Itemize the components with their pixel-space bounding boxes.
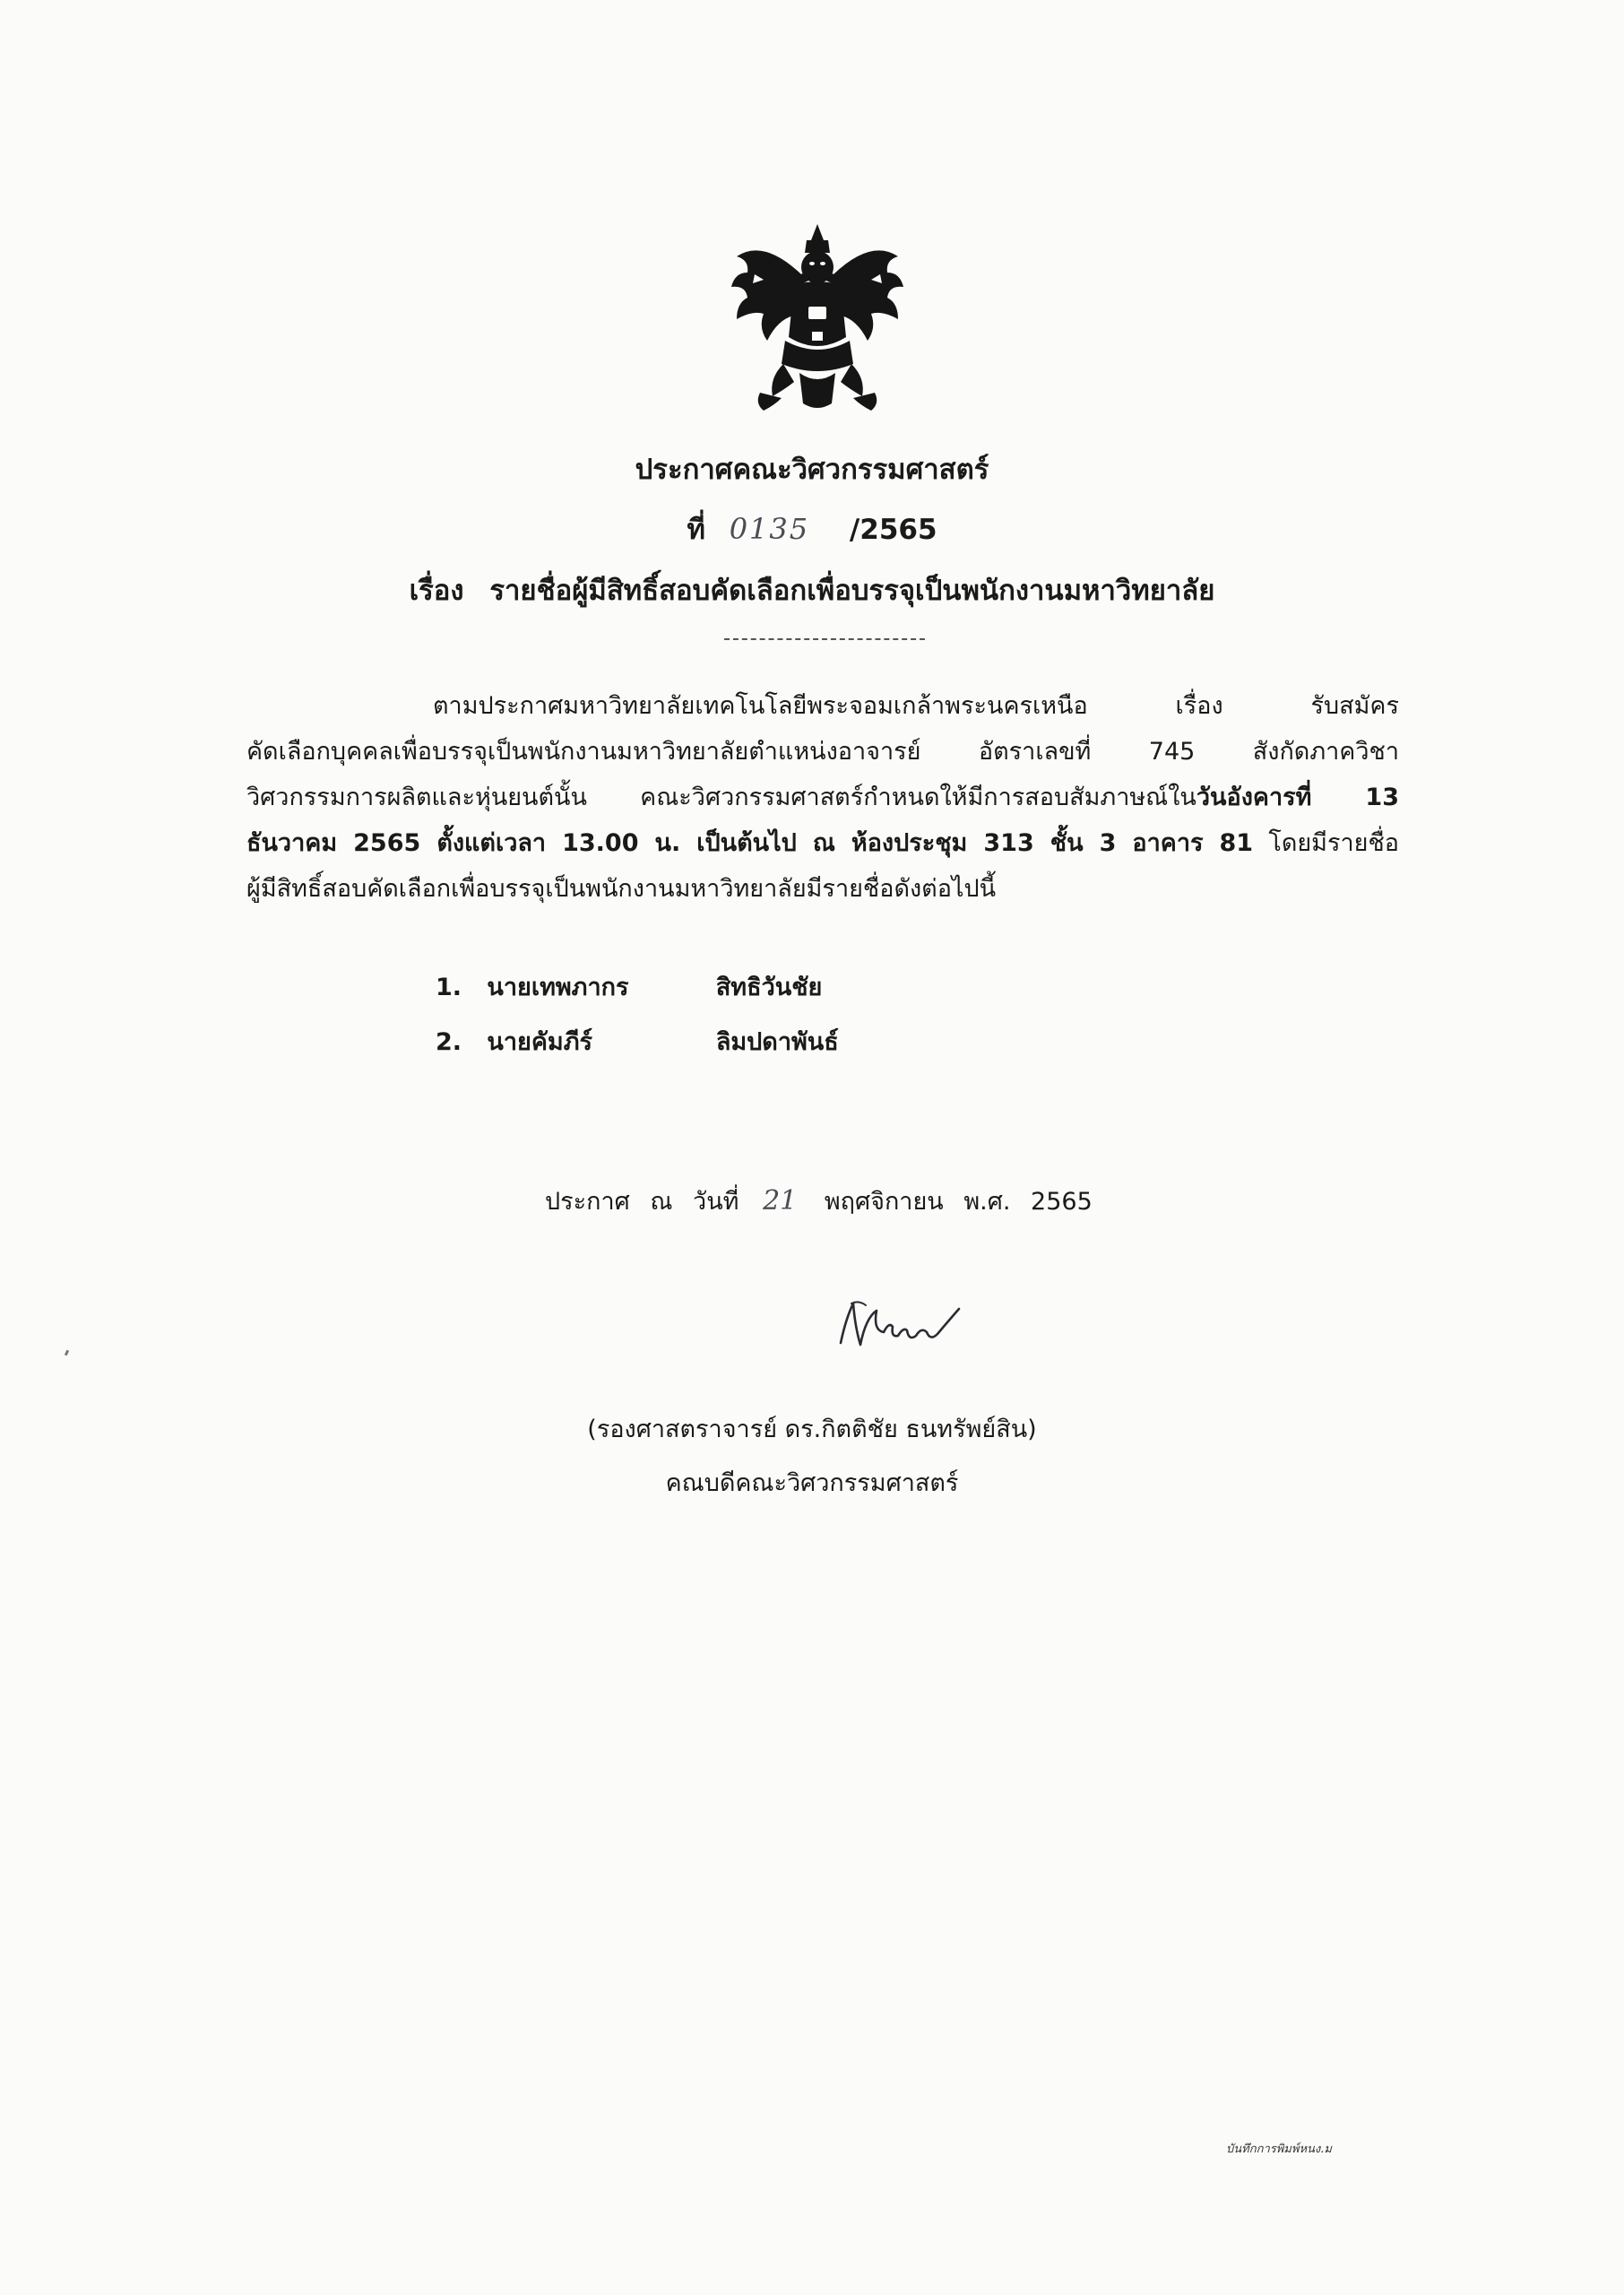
announcement-subject (0, 567, 1624, 612)
announce-prefix: ประกาศ (545, 1188, 630, 1216)
candidate-list (436, 960, 839, 1070)
body-line-4 (246, 820, 1399, 866)
subject-text: รายชื่อผู้มีสิทธิ์สอบคัดเลือกเพื่อบรรจุเป็นพนักงานมหาวิทยาลัย (489, 575, 1215, 607)
announcement-number (0, 507, 1624, 551)
body-paragraph (246, 683, 1399, 912)
scan-speck (65, 1350, 69, 1356)
announce-month: พฤศจิกายน (824, 1188, 944, 1216)
announcement-date (545, 1182, 1093, 1220)
garuda-emblem-icon (728, 221, 907, 421)
body-line-4-bold: ธันวาคม 2565 ตั้งแต่เวลา 13.00 น. เป็นต้นไป ณ ห้องประชุม 313 ชั้น 3 อาคาร 81 (246, 829, 1254, 857)
body-line-1: ตามประกาศมหาวิทยาลัยเทคโนโลยีพระจอมเกล้าพระนครเหนือ เรื่อง รับสมัคร (433, 692, 1399, 720)
candidate-last-name: สิทธิวันชัย (715, 974, 823, 1001)
divider (724, 638, 925, 640)
body-line-5: ผู้มีสิทธิ์สอบคัดเลือกเพื่อบรรจุเป็นพนักงานมหาวิทยาลัยมีรายชื่อดังต่อไปนี้ (246, 875, 997, 903)
subject-label: เรื่อง (409, 575, 464, 607)
signature-image (834, 1291, 977, 1363)
signer-name: (รองศาสตราจารย์ ดร.กิตติชัย ธนทรัพย์สิน) (587, 1416, 1037, 1443)
candidate-number: 2. (436, 1028, 462, 1056)
body-line-2: คัดเลือกบุคคลเพื่อบรรจุเป็นพนักงานมหาวิทยาลัยตำแหน่งอาจารย์ อัตราเลขที่ 745 สังกัดภาควิชา (246, 738, 1399, 766)
signer-title: คณบดีคณะวิศวกรรมศาสตร์ (665, 1469, 959, 1497)
announce-day-label: วันที่ (693, 1188, 739, 1216)
candidate-first-name: นายคัมภีร์ (487, 1028, 593, 1056)
number-year: /2565 (849, 514, 937, 546)
candidate-number: 1. (436, 974, 462, 1001)
list-item (436, 1015, 839, 1070)
candidate-last-name: ลิมปดาพันธ์ (715, 1028, 839, 1056)
body-line-3 (246, 775, 1399, 820)
announce-era: พ.ศ. (963, 1188, 1011, 1216)
handwritten-day: 21 (763, 1185, 798, 1217)
announcement-title: ประกาศคณะวิศวกรรมศาสตร์ (635, 454, 989, 486)
announce-year: 2565 (1031, 1188, 1093, 1216)
announce-na: ณ (650, 1188, 673, 1216)
body-line-3-normal: วิศวกรรมการผลิตและหุ่นยนต์นั้น คณะวิศวกรรมศาสตร์กำหนดให้มีการสอบสัมภาษณ์ใน (246, 784, 1196, 811)
body-line-3-bold: วันอังคารที่ 13 (1196, 784, 1400, 811)
handwritten-number: 0135 (729, 512, 810, 546)
body-line-4-normal: โดยมีรายชื่อ (1253, 829, 1399, 857)
list-item (436, 960, 839, 1015)
number-label: ที่ (687, 514, 705, 546)
footer-note: บันทึกการพิมพ์หนง.ม (1226, 2143, 1332, 2156)
candidate-first-name: นายเทพภากร (487, 974, 629, 1001)
